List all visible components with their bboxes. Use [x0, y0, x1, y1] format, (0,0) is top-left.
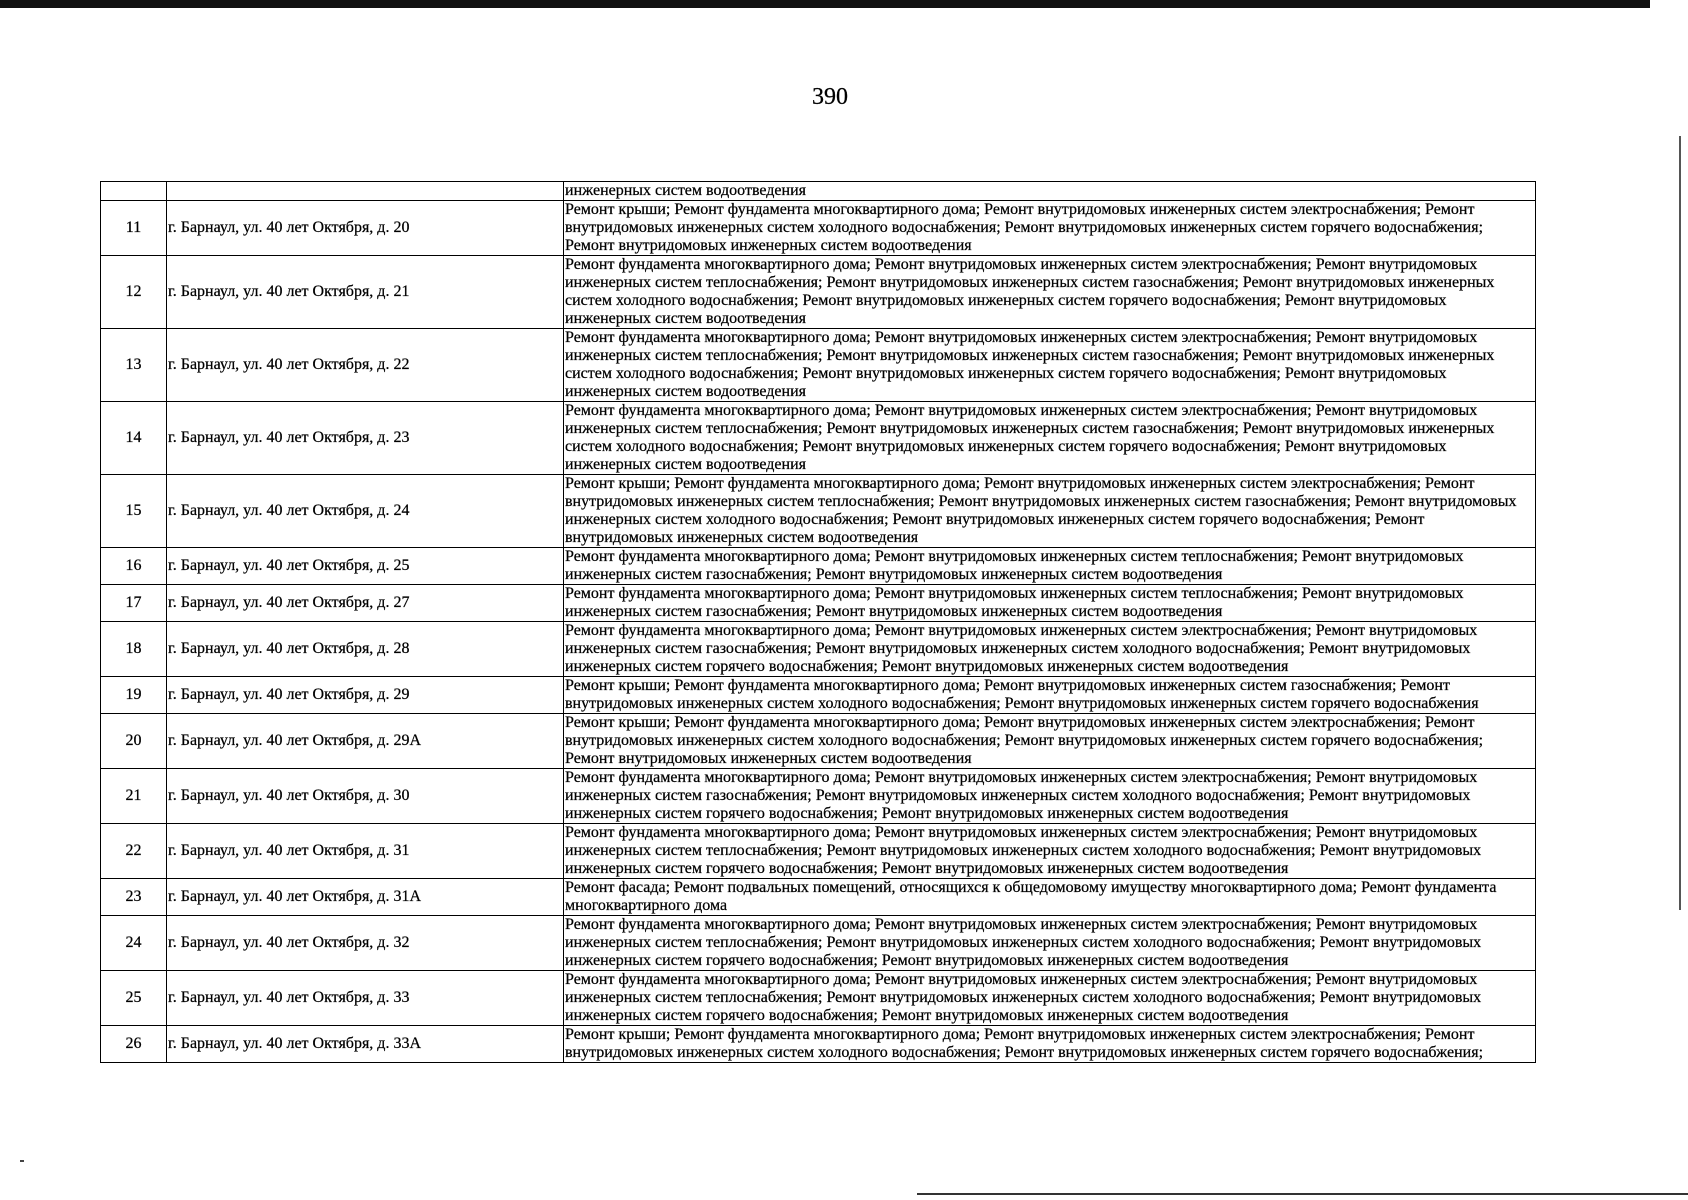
row-works [564, 182, 1536, 201]
row-number: 16 [101, 548, 167, 585]
table-row [101, 256, 1536, 329]
row-works [564, 402, 1536, 475]
works-line: Ремонт крыши; Ремонт фундамента многоквартирного дома; Ремонт внутридомовых инженерных систем электроснабжения; Ремонт [565, 475, 1475, 492]
works-line: инженерных систем теплоснабжения; Ремонт внутридомовых инженерных систем холодного водоснабжения; Ремонт внутридомовых [565, 934, 1482, 951]
row-number: 15 [101, 475, 167, 548]
works-line: инженерных систем теплоснабжения; Ремонт внутридомовых инженерных систем холодного водоснабжения; Ремонт внутридомовых [565, 989, 1482, 1006]
works-line: инженерных систем газоснабжения; Ремонт внутридомовых инженерных систем водоотведения [565, 603, 1223, 620]
table-row [101, 879, 1536, 916]
works-line: инженерных систем газоснабжения; Ремонт внутридомовых инженерных систем водоотведения [565, 566, 1223, 583]
works-line: Ремонт крыши; Ремонт фундамента многоквартирного дома; Ремонт внутридомовых инженерных систем электроснабжения; Ремонт [565, 1026, 1475, 1043]
row-works [564, 971, 1536, 1026]
works-line: Ремонт внутридомовых инженерных систем водоотведения [565, 750, 972, 767]
works-line: многоквартирного дома [565, 897, 728, 914]
works-line: Ремонт фундамента многоквартирного дома; Ремонт внутридомовых инженерных систем электроснабжения; Ремонт внутридомовых [565, 824, 1478, 841]
works-line: внутридомовых инженерных систем холодного водоснабжения; Ремонт внутридомовых инженерных систем горячего водоснабжения; [565, 219, 1484, 236]
works-line: инженерных систем водоотведения [565, 456, 807, 473]
table-row [101, 1026, 1536, 1063]
row-address: г. Барнаул, ул. 40 лет Октября, д. 21 [167, 256, 564, 329]
row-works [564, 329, 1536, 402]
row-number: 17 [101, 585, 167, 622]
scan-speck [20, 1160, 24, 1162]
row-number [101, 182, 167, 201]
table-row [101, 971, 1536, 1026]
row-address: г. Барнаул, ул. 40 лет Октября, д. 24 [167, 475, 564, 548]
row-number: 12 [101, 256, 167, 329]
row-address: г. Барнаул, ул. 40 лет Октября, д. 28 [167, 622, 564, 677]
row-address [167, 182, 564, 201]
works-line: Ремонт фундамента многоквартирного дома; Ремонт внутридомовых инженерных систем теплоснабжения; Ремонт внутридомовых [565, 548, 1464, 565]
scan-edge-top [0, 0, 1650, 8]
row-number: 23 [101, 879, 167, 916]
works-line: внутридомовых инженерных систем холодного водоснабжения; Ремонт внутридомовых инженерных систем горячего водоснабжения; [565, 732, 1484, 749]
table-row [101, 916, 1536, 971]
table-row [101, 714, 1536, 769]
row-works [564, 475, 1536, 548]
works-line: Ремонт фасада; Ремонт подвальных помещений, относящихся к общедомовому имуществу многоквартирного дома; Ремонт фундамента [565, 879, 1497, 896]
works-line: инженерных систем газоснабжения; Ремонт внутридомовых инженерных систем холодного водоснабжения; Ремонт внутридомовых [565, 640, 1471, 657]
row-works [564, 585, 1536, 622]
row-number: 18 [101, 622, 167, 677]
works-line: инженерных систем водоотведения [565, 182, 807, 199]
works-line: инженерных систем горячего водоснабжения; Ремонт внутридомовых инженерных систем водоотведения [565, 1007, 1289, 1024]
row-works [564, 622, 1536, 677]
works-line: Ремонт фундамента многоквартирного дома; Ремонт внутридомовых инженерных систем теплоснабжения; Ремонт внутридомовых [565, 585, 1464, 602]
works-line: Ремонт фундамента многоквартирного дома; Ремонт внутридомовых инженерных систем электроснабжения; Ремонт внутридомовых [565, 402, 1478, 419]
row-number: 21 [101, 769, 167, 824]
table-row [101, 402, 1536, 475]
table-row [101, 585, 1536, 622]
row-number: 22 [101, 824, 167, 879]
works-line: инженерных систем горячего водоснабжения; Ремонт внутридомовых инженерных систем водоотведения [565, 658, 1289, 675]
works-line: инженерных систем газоснабжения; Ремонт внутридомовых инженерных систем холодного водоснабжения; Ремонт внутридомовых [565, 787, 1471, 804]
works-line: Ремонт фундамента многоквартирного дома; Ремонт внутридомовых инженерных систем электроснабжения; Ремонт внутридомовых [565, 622, 1478, 639]
row-address: г. Барнаул, ул. 40 лет Октября, д. 29А [167, 714, 564, 769]
row-address: г. Барнаул, ул. 40 лет Октября, д. 27 [167, 585, 564, 622]
works-line: Ремонт фундамента многоквартирного дома; Ремонт внутридомовых инженерных систем электроснабжения; Ремонт внутридомовых [565, 769, 1478, 786]
works-line: внутридомовых инженерных систем холодного водоснабжения; Ремонт внутридомовых инженерных систем горячего водоснабжения; [565, 1044, 1484, 1061]
row-address: г. Барнаул, ул. 40 лет Октября, д. 33 [167, 971, 564, 1026]
table-row [101, 677, 1536, 714]
works-line: Ремонт крыши; Ремонт фундамента многоквартирного дома; Ремонт внутридомовых инженерных систем электроснабжения; Ремонт [565, 714, 1475, 731]
row-address: г. Барнаул, ул. 40 лет Октября, д. 31 [167, 824, 564, 879]
repair-works-table [100, 181, 1536, 1063]
row-works [564, 201, 1536, 256]
works-line: систем холодного водоснабжения; Ремонт внутридомовых инженерных систем горячего водоснабжения; Ремонт внутридомовых [565, 438, 1447, 455]
table-row [101, 475, 1536, 548]
works-line: Ремонт крыши; Ремонт фундамента многоквартирного дома; Ремонт внутридомовых инженерных систем газоснабжения; Ремонт [565, 677, 1450, 694]
works-line: инженерных систем водоотведения [565, 383, 807, 400]
works-line: инженерных систем теплоснабжения; Ремонт внутридомовых инженерных систем холодного водоснабжения; Ремонт внутридомовых [565, 842, 1482, 859]
works-line: инженерных систем горячего водоснабжения; Ремонт внутридомовых инженерных систем водоотведения [565, 860, 1289, 877]
row-number: 14 [101, 402, 167, 475]
table-row [101, 201, 1536, 256]
row-address: г. Барнаул, ул. 40 лет Октября, д. 31А [167, 879, 564, 916]
works-line: Ремонт фундамента многоквартирного дома; Ремонт внутридомовых инженерных систем электроснабжения; Ремонт внутридомовых [565, 329, 1478, 346]
row-address: г. Барнаул, ул. 40 лет Октября, д. 25 [167, 548, 564, 585]
table-row [101, 824, 1536, 879]
row-works [564, 1026, 1536, 1063]
row-address: г. Барнаул, ул. 40 лет Октября, д. 22 [167, 329, 564, 402]
works-line: инженерных систем теплоснабжения; Ремонт внутридомовых инженерных систем газоснабжения; Ремонт внутридомовых инженерных [565, 420, 1495, 437]
row-works [564, 548, 1536, 585]
row-address: г. Барнаул, ул. 40 лет Октября, д. 33А [167, 1026, 564, 1063]
works-line: Ремонт фундамента многоквартирного дома; Ремонт внутридомовых инженерных систем электроснабжения; Ремонт внутридомовых [565, 971, 1478, 988]
scan-edge-bottom [917, 1193, 1688, 1195]
works-line: Ремонт фундамента многоквартирного дома; Ремонт внутридомовых инженерных систем электроснабжения; Ремонт внутридомовых [565, 256, 1478, 273]
row-works [564, 916, 1536, 971]
row-number: 19 [101, 677, 167, 714]
works-line: внутридомовых инженерных систем теплоснабжения; Ремонт внутридомовых инженерных систем газоснабжения; Ремонт внутридомовых [565, 493, 1517, 510]
works-line: инженерных систем теплоснабжения; Ремонт внутридомовых инженерных систем газоснабжения; Ремонт внутридомовых инженерных [565, 274, 1495, 291]
row-number: 25 [101, 971, 167, 1026]
works-line: инженерных систем водоотведения [565, 310, 807, 327]
row-number: 13 [101, 329, 167, 402]
works-line: инженерных систем горячего водоснабжения; Ремонт внутридомовых инженерных систем водоотведения [565, 805, 1289, 822]
works-line: Ремонт внутридомовых инженерных систем водоотведения [565, 237, 972, 254]
table-row [101, 769, 1536, 824]
row-number: 11 [101, 201, 167, 256]
row-works [564, 824, 1536, 879]
row-works [564, 677, 1536, 714]
table-row [101, 182, 1536, 201]
works-line: инженерных систем горячего водоснабжения; Ремонт внутридомовых инженерных систем водоотведения [565, 952, 1289, 969]
page-number: 390 [812, 84, 848, 110]
row-works [564, 879, 1536, 916]
row-address: г. Барнаул, ул. 40 лет Октября, д. 20 [167, 201, 564, 256]
row-number: 26 [101, 1026, 167, 1063]
works-line: систем холодного водоснабжения; Ремонт внутридомовых инженерных систем горячего водоснабжения; Ремонт внутридомовых [565, 292, 1447, 309]
scan-edge-right [1679, 136, 1681, 910]
row-works [564, 769, 1536, 824]
table-row [101, 622, 1536, 677]
row-number: 20 [101, 714, 167, 769]
row-number: 24 [101, 916, 167, 971]
row-address: г. Барнаул, ул. 40 лет Октября, д. 32 [167, 916, 564, 971]
table-row [101, 548, 1536, 585]
table-row [101, 329, 1536, 402]
works-line: инженерных систем теплоснабжения; Ремонт внутридомовых инженерных систем газоснабжения; Ремонт внутридомовых инженерных [565, 347, 1495, 364]
table-body [101, 182, 1536, 1063]
works-line: Ремонт фундамента многоквартирного дома; Ремонт внутридомовых инженерных систем электроснабжения; Ремонт внутридомовых [565, 916, 1478, 933]
works-line: систем холодного водоснабжения; Ремонт внутридомовых инженерных систем горячего водоснабжения; Ремонт внутридомовых [565, 365, 1447, 382]
works-line: внутридомовых инженерных систем водоотведения [565, 529, 919, 546]
row-address: г. Барнаул, ул. 40 лет Октября, д. 23 [167, 402, 564, 475]
works-line: Ремонт крыши; Ремонт фундамента многоквартирного дома; Ремонт внутридомовых инженерных систем электроснабжения; Ремонт [565, 201, 1475, 218]
works-line: инженерных систем холодного водоснабжения; Ремонт внутридомовых инженерных систем горячего водоснабжения; Ремонт [565, 511, 1425, 528]
row-address: г. Барнаул, ул. 40 лет Октября, д. 30 [167, 769, 564, 824]
works-line: внутридомовых инженерных систем холодного водоснабжения; Ремонт внутридомовых инженерных систем горячего водоснабжения [565, 695, 1479, 712]
row-address: г. Барнаул, ул. 40 лет Октября, д. 29 [167, 677, 564, 714]
row-works [564, 714, 1536, 769]
row-works [564, 256, 1536, 329]
